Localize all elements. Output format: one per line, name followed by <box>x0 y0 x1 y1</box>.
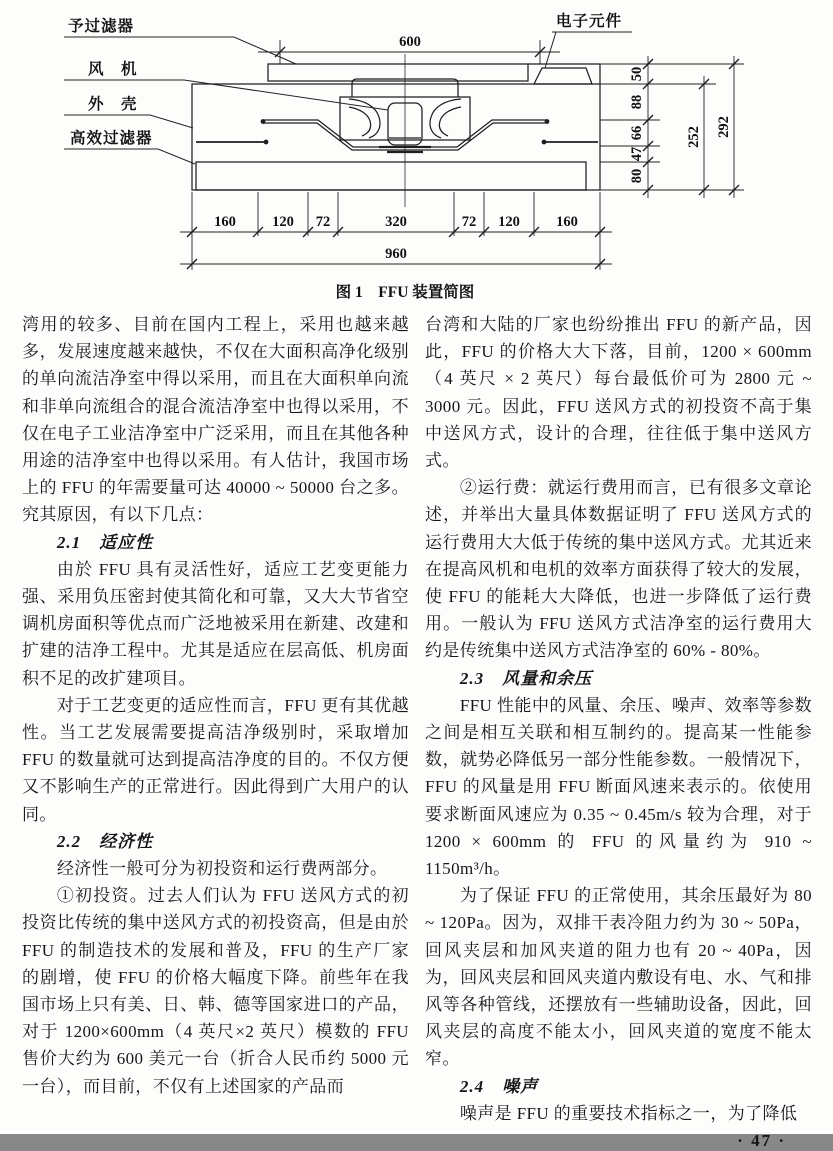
fan-label: 风 机 <box>88 61 138 78</box>
unit-housing <box>192 64 600 190</box>
dim-label: 160 <box>214 214 236 230</box>
section-heading-2-3: 2.3 风量和余压 <box>459 668 593 688</box>
right-dimensions <box>600 56 744 198</box>
figure-1 <box>0 0 833 307</box>
right-column <box>425 311 812 1151</box>
dim-label: 120 <box>498 214 520 230</box>
dim-label: 72 <box>315 214 331 230</box>
paragraph: FFU 性能中的风量、余压、噪声、效率等参数之间是相互关联和相互制约的。提高某一性能参数，就势必降低另一部分性能参数。一般情况下，FFU 的风量是用 FFU 断面风速来表示的。依使用要求断面风速应为 0.35 ~ 0.45m/s 较为合理，对于 1200 × 600mm 的 FFU 的风量约为 910 ~ 1150m³/h。 <box>425 695 812 879</box>
paragraph: 由於 FFU 具有灵活性好，适应工艺变更能力强、采用负压密封使其简化和可靠，又大大节省空调机房面积等优点而广泛地被采用在新建、改建和扩建的洁净工程中。尤其是适应在层高低、机房面积不足的改扩建项目。 <box>22 559 409 688</box>
top-dimension <box>258 34 560 64</box>
dim-label: 47 <box>629 146 645 162</box>
body-text <box>0 307 833 1151</box>
pre-filter-label: 予过滤器 <box>68 18 135 35</box>
section-heading-2-1: 2.1 适应性 <box>56 532 154 552</box>
dim-label: 80 <box>629 168 645 184</box>
page-number: · 47 · <box>737 1131 786 1151</box>
section-heading-2-4: 2.4 噪声 <box>459 1076 539 1096</box>
hepa-filter-label: 高效过滤器 <box>70 130 153 147</box>
figure-caption: 图 1 FFU 装置简图 <box>335 284 475 301</box>
ffu-diagram <box>0 0 833 307</box>
paragraph: 经济性一般可分为初投资和运行费两部分。 <box>56 859 388 879</box>
left-column <box>22 311 409 1151</box>
dim-label: 88 <box>629 94 645 110</box>
electronics-label: 电子元件 <box>556 13 623 30</box>
shell-label: 外 壳 <box>88 96 138 113</box>
paragraph: 湾用的较多、目前在国内工程上，采用也越来越多，发展速度越来越快，不仅在大面积高净化级别的单向流洁净室中得以采用，而且在大面积单向流和非单向流组合的混合流洁净室中也得以采用，不仅在电子工业洁净室中广泛采用，而且在其他各种用途的洁净室中也得以采用。有人估计，我国市场上的 FFU 的年需要量可达 40000 ~ 50000 台之多。究其原因，有以下几点： <box>22 315 409 525</box>
dim-label: 292 <box>716 116 732 138</box>
paragraph: 对于工艺变更的适应性而言，FFU 更有其优越性。当工艺发展需要提高洁净级别时，采取增加 FFU 的数量就可达到提高洁净度的目的。不仅方便又不影响生产的正常进行。因此得到广大用户的认同。 <box>22 695 409 824</box>
dim-label: 50 <box>629 66 645 82</box>
hepa-filter-media <box>196 162 586 190</box>
paragraph: 为了保证 FFU 的正常使用，其余压最好为 80 ~ 120Pa。因为，双排干表冷阻力约为 30 ~ 50Pa，回风夹层和加风夹道的阻力也有 20 ~ 40Pa，因为，回风夹层和回风夹道内敷设有电、水、气和排风等各种管线，还摆放有一些辅助设备，因此，回风夹层的高度不能太小，回风夹道的宽度不能太窄。 <box>425 886 812 1069</box>
dim-label: 160 <box>556 214 578 230</box>
dim-label: 960 <box>385 246 407 262</box>
paragraph: 噪声是 FFU 的重要技术指标之一，为了降低 <box>459 1103 798 1123</box>
dim-label: 66 <box>629 125 645 141</box>
callout-labels <box>64 11 632 164</box>
paragraph: ②运行费：就运行费用而言，已有很多文章论述，并举出大量具体数据证明了 FFU 送风方式的运行费用大大低于传统的集中送风方式。尤其近来在提高风机和电机的效率方面获得了较大的发展，使 FFU 的能耗大大降低，也进一步降低了运行费用。一般认为 FFU 送风方式洁净室的运行费用大约是传统集中送风方式洁净室的 60% - 80%。 <box>425 478 812 661</box>
bottom-dimensions <box>180 192 612 270</box>
dim-label: 120 <box>272 214 294 230</box>
section-heading-2-2: 2.2 经济性 <box>56 831 154 851</box>
dim-label: 252 <box>686 126 702 148</box>
dim-label: 72 <box>461 214 477 230</box>
paragraph: ①初投资。过去人们认为 FFU 送风方式的初投资比传统的集中送风方式的初投资高，但是由於 FFU 的制造技术的发展和普及，FFU 的生产厂家的剧增，使 FFU 的价格大幅度下降。前些年在我国市场上只有美、日、韩、德等国家进口的产品，对于 1200×600mm（4 英尺×2 英尺）模数的 FFU 售价大约为 600 美元一台（折合人民币约 5000 元一台），而目前，不仅有上述国家的产品而 <box>22 886 409 1096</box>
dim-label: 320 <box>385 214 407 230</box>
paragraph: 台湾和大陆的厂家也纷纷推出 FFU 的新产品，因此，FFU 的价格大大下落，目前，1200 × 600mm（4 英尺 × 2 英尺）每台最低价可为 2800 元 ~ 3000 元。因此，FFU 送风方式的初投资不高于集中送风方式，设计的合理，往往低于集中送风方式。 <box>425 315 812 471</box>
dim-label: 600 <box>399 34 421 50</box>
electronics-box <box>534 68 592 84</box>
